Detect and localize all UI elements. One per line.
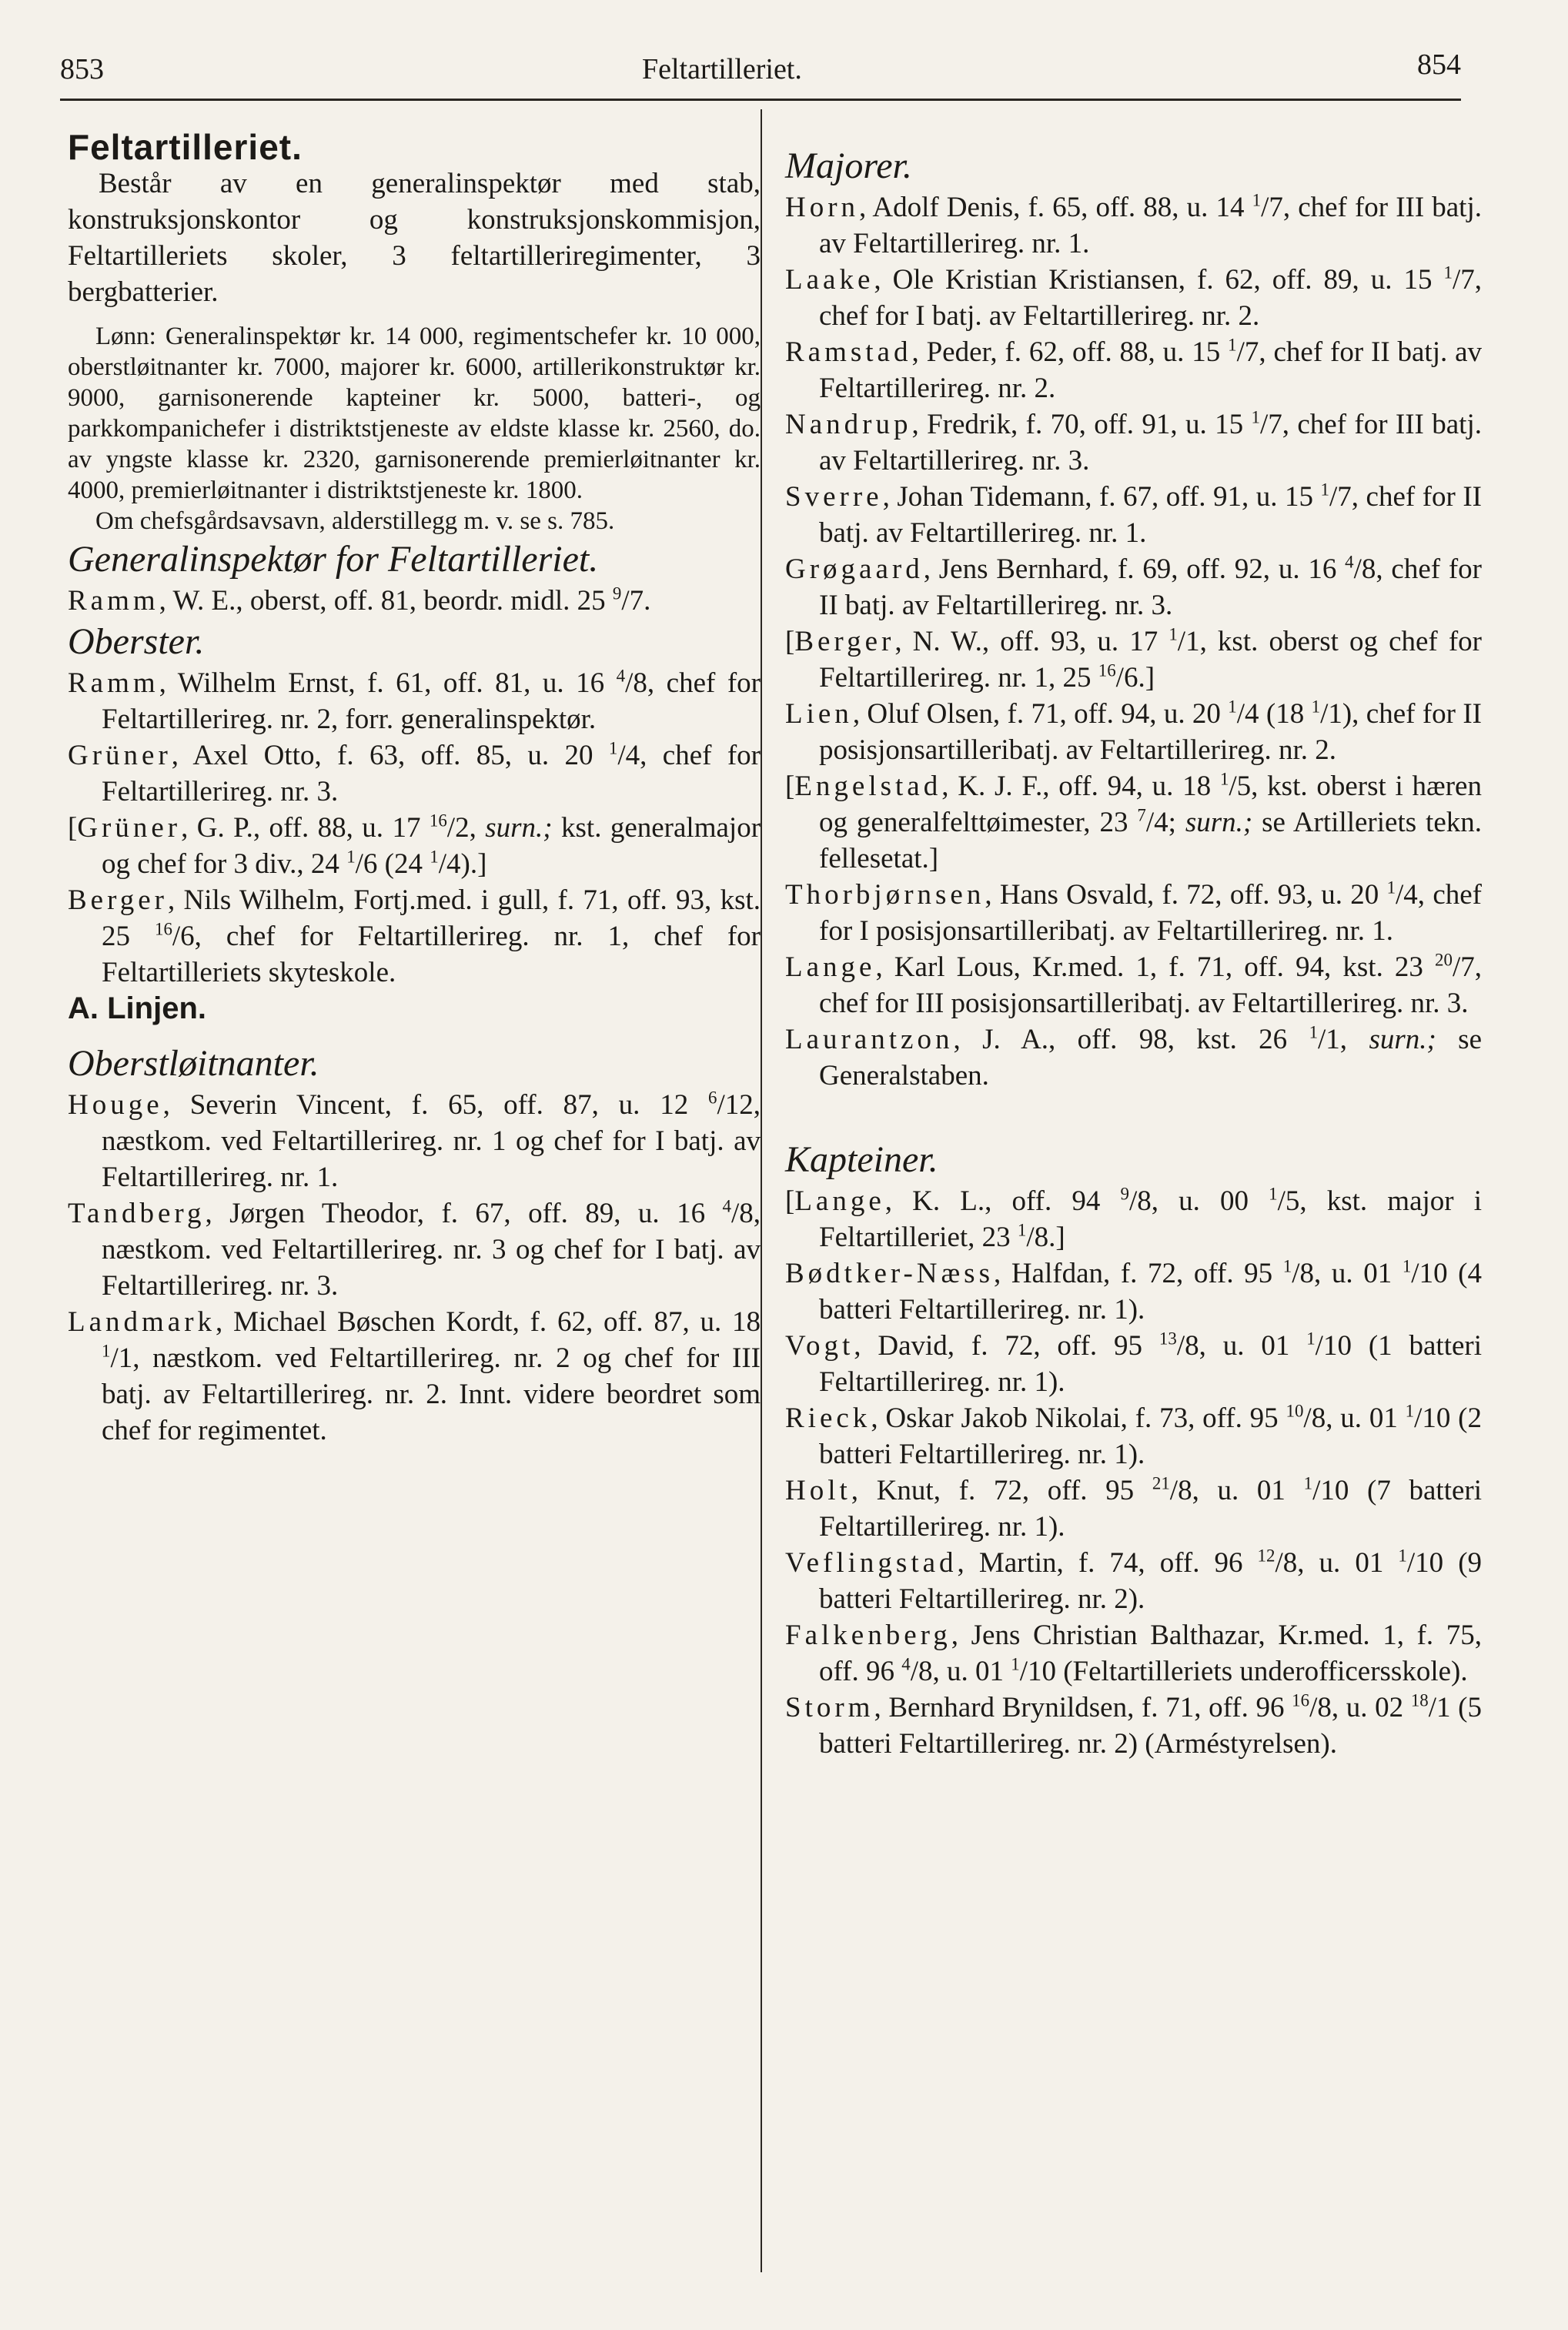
entry-name: Ramstad bbox=[785, 336, 912, 368]
running-title: Feltartilleriet. bbox=[642, 53, 802, 85]
entry-major-7: [Berger, N. W., off. 93, u. 17 $^1$/1, kst. oberst og chef for Feltartillerireg. nr. 1, 25 $^{16}$/6.] bbox=[785, 624, 1482, 694]
entry-major-10: Thorbjørnsen, Hans Osvald, f. 72, off. 93, u. 20 $^1$/4, chef for I posisjonsartilleribatj. av Feltartillerireg. nr. 1. bbox=[785, 878, 1482, 947]
entry-major-2: Laake, Ole Kristian Kristiansen, f. 62, off. 89, u. 15 $^1$/7, chef for I batj. av Feltartillerireg. nr. 2. bbox=[785, 262, 1482, 332]
section-title: Feltartilleriet. bbox=[68, 127, 303, 167]
entry-name: Ramm bbox=[68, 667, 159, 699]
column-divider bbox=[761, 109, 762, 2272]
entry-oberster-3: [Grüner, G. P., off. 88, u. 17 $^{16}$/2, surn.; kst. generalmajor og chef for 3 div., 24 $^1$/6 (24 $^1$/4).] bbox=[68, 811, 761, 880]
entry-major-5: Sverre, Johan Tidemann, f. 67, off. 91, u. 15 $^1$/7, chef for II batj. av Feltartillerireg. nr. 1. bbox=[785, 480, 1482, 549]
entry-name: Grøgaard bbox=[785, 553, 924, 585]
header-rule bbox=[60, 99, 1461, 101]
heading-generalinspektor: Generalinspektør for Feltartilleriet. bbox=[68, 539, 599, 580]
entry-kaptein-6: Veflingstad, Martin, f. 74, off. 96 $^{12}$/8, u. 01 $^1$/10 (9 batteri Feltartillerireg. nr. 2). bbox=[785, 1546, 1483, 1615]
entry-kaptein-1: [Lange, K. L., off. 94 $^9$/8, u. 00 $^1$/5, kst. major i Feltartilleriet, 23 $^1$/8.] bbox=[785, 1184, 1483, 1253]
salary-paragraph: Lønn: Generalinspektør kr. 14 000, regimentschefer kr. 10 000, oberstløitnanter kr. 7000, majorer kr. 6000, artillerikonstruktør kr. 9000, garnisonerende kapteiner kr. 5000, batteri-, og parkkompanichefer i distriktstjeneste av eldste klasse kr. 2560, do. av yngste klasse kr. 2320, garnisonerende premierløitnanter kr. 4000, premierløitnanter i distriktstjeneste kr. 1800. bbox=[68, 323, 761, 504]
entry-kaptein-2: Bødtker-Næss, Halfdan, f. 72, off. 95 $^1$/8, u. 01 $^1$/10 (4 batteri Feltartillerireg. nr. 1). bbox=[785, 1256, 1482, 1325]
entry-name: Horn bbox=[785, 192, 860, 223]
heading-oberster: Oberster. bbox=[68, 621, 205, 662]
entry-name: Grüner bbox=[68, 740, 172, 771]
entry-name: Lange bbox=[794, 1185, 885, 1217]
entry-name: Holt bbox=[785, 1475, 851, 1506]
page-header bbox=[60, 40, 1461, 94]
entry-major-11: Lange, Karl Lous, Kr.med. 1, f. 71, off. 94, kst. 23 $^{20}$/7, chef for III posisjonsartilleribatj. av Feltartillerireg. nr. 3. bbox=[785, 950, 1482, 1019]
entry-name: Storm bbox=[785, 1692, 874, 1723]
entry-kaptein-4: Rieck, Oskar Jakob Nikolai, f. 73, off. 95 $^{10}$/8, u. 01 $^1$/10 (2 batteri Feltartillerireg. nr. 1). bbox=[785, 1401, 1483, 1470]
entry-name: Nandrup bbox=[785, 409, 912, 440]
entry-oberster-1: Ramm, Wilhelm Ernst, f. 61, off. 81, u. 16 $^4$/8, chef for Feltartillerireg. nr. 2, forr. generalinspektør. bbox=[68, 666, 761, 735]
heading-kapteiner: Kapteiner. bbox=[785, 1139, 938, 1180]
entry-major-8: Lien, Oluf Olsen, f. 71, off. 94, u. 20 $^1$/4 (18 $^1$/1), chef for II posisjonsartilleribatj. av Feltartillerireg. nr. 2. bbox=[785, 697, 1482, 766]
heading-linjen: A. Linjen. bbox=[68, 991, 206, 1025]
entry-oberstlt-1: Houge, Severin Vincent, f. 65, off. 87, u. 12 $^6$/12, næstkom. ved Feltartillerireg. nr. 1 og chef for I batj. av Feltartillerireg. nr. 1. bbox=[68, 1088, 761, 1193]
entry-name: Tandberg bbox=[68, 1198, 206, 1229]
entry-name: Grüner bbox=[77, 812, 182, 844]
entry-name: Engelstad bbox=[794, 771, 942, 802]
entry-name: Ramm bbox=[68, 585, 159, 617]
entry-name: Falkenberg bbox=[785, 1620, 951, 1651]
entry-name: Lange bbox=[785, 951, 876, 983]
entry-oberster-4: Berger, Nils Wilhelm, Fortj.med. i gull, f. 71, off. 93, kst. 25 $^{16}$/6, chef for Feltartillerireg. nr. 1, chef for Feltartilleriets skyteskole. bbox=[68, 884, 761, 988]
entry-major-12: Laurantzon, J. A., off. 98, kst. 26 $^1$/1, surn.; se Generalstaben. bbox=[785, 1022, 1483, 1091]
entry-name: Thorbjørnsen bbox=[785, 879, 985, 911]
entry-name: Rieck bbox=[785, 1402, 871, 1434]
entry-name: Houge bbox=[68, 1089, 163, 1121]
entry-major-1: Horn, Adolf Denis, f. 65, off. 88, u. 14 $^1$/7, chef for III batj. av Feltartillerireg. nr. 1. bbox=[785, 190, 1482, 259]
entry-name: Landmark bbox=[68, 1306, 216, 1338]
entry-major-9: [Engelstad, K. J. F., off. 94, u. 18 $^1$/5, kst. oberst i hæren og generalfelttøimester, 23 $^7$/4; surn.; se Artilleriets tekn. fellesetat.] bbox=[785, 769, 1482, 874]
entry-name: Veflingstad bbox=[785, 1547, 958, 1579]
entry-major-4: Nandrup, Fredrik, f. 70, off. 91, u. 15 $^1$/7, chef for III batj. av Feltartillerireg. nr. 3. bbox=[785, 407, 1482, 476]
entry-kaptein-8: Storm, Bernhard Brynildsen, f. 71, off. 96 $^{16}$/8, u. 02 $^{18}$/1 (5 batteri Feltartillerireg. nr. 2) (Arméstyrelsen). bbox=[785, 1690, 1483, 1760]
heading-oberstloitnanter: Oberstløitnanter. bbox=[68, 1043, 319, 1084]
page-number-right: 854 bbox=[1417, 48, 1461, 81]
entry-oberster-2: Grüner, Axel Otto, f. 63, off. 85, u. 20 $^1$/4, chef for Feltartillerireg. nr. 3. bbox=[68, 738, 761, 807]
entry-oberstlt-2: Tandberg, Jørgen Theodor, f. 67, off. 89, u. 16 $^4$/8, næstkom. ved Feltartillerireg. nr. 3 og chef for I batj. av Feltartillerireg. nr. 3. bbox=[68, 1196, 761, 1302]
entry-kaptein-7: Falkenberg, Jens Christian Balthazar, Kr.med. 1, f. 75, off. 96 $^4$/8, u. 01 $^1$/10 (Feltartilleriets underofficersskole). bbox=[785, 1620, 1482, 1687]
entry-name: Sverre bbox=[785, 481, 883, 513]
entry-kaptein-5: Holt, Knut, f. 72, off. 95 $^{21}$/8, u. 01 $^1$/10 (7 batteri Feltartillerireg. nr. 1). bbox=[785, 1473, 1483, 1543]
entry-name: Vogt bbox=[785, 1330, 854, 1362]
right-column bbox=[785, 129, 1482, 1762]
entry-major-3: Ramstad, Peder, f. 62, off. 88, u. 15 $^1$/7, chef for II batj. av Feltartillerireg. nr. 2. bbox=[785, 335, 1482, 404]
entry-name: Lien bbox=[785, 698, 853, 730]
entry-oberstlt-3: Landmark, Michael Bøschen Kordt, f. 62, off. 87, u. 18 $^1$/1, næstkom. ved Feltartillerireg. nr. 2 og chef for III batj. av Feltartillerireg. nr. 2. Innt. videre beordret som chef for regimentet. bbox=[68, 1306, 761, 1446]
entry-kaptein-3: Vogt, David, f. 72, off. 95 $^{13}$/8, u. 01 $^1$/10 (1 batteri Feltartillerireg. nr. 1). bbox=[785, 1329, 1483, 1398]
salary-note: Om chefsgårdsavsavn, alderstillegg m. v. se s. 785. bbox=[95, 507, 615, 535]
entry-name: Berger bbox=[794, 626, 895, 657]
heading-majorer: Majorer. bbox=[785, 145, 912, 186]
entry-name: Berger bbox=[68, 884, 168, 916]
left-column bbox=[68, 129, 761, 1449]
entry-generalinspektor: Ramm, W. E., oberst, off. 81, beordr. midl. 25 $^9$/7. bbox=[68, 583, 651, 617]
intro-paragraph: Består av en generalinspektør med stab, konstruksjonskontor og konstruksjonskommisjon, Feltartilleriets skoler, 3 feltartilleriregimenter, 3 bergbatterier. bbox=[68, 168, 761, 308]
entry-major-6: Grøgaard, Jens Bernhard, f. 69, off. 92, u. 16 $^4$/8, chef for II batj. av Feltartillerireg. nr. 3. bbox=[785, 552, 1482, 621]
entry-name: Laake bbox=[785, 264, 874, 296]
entry-name: Bødtker-Næss bbox=[785, 1258, 994, 1289]
page-number-left: 853 bbox=[60, 53, 104, 85]
entry-name: Laurantzon bbox=[785, 1024, 954, 1055]
